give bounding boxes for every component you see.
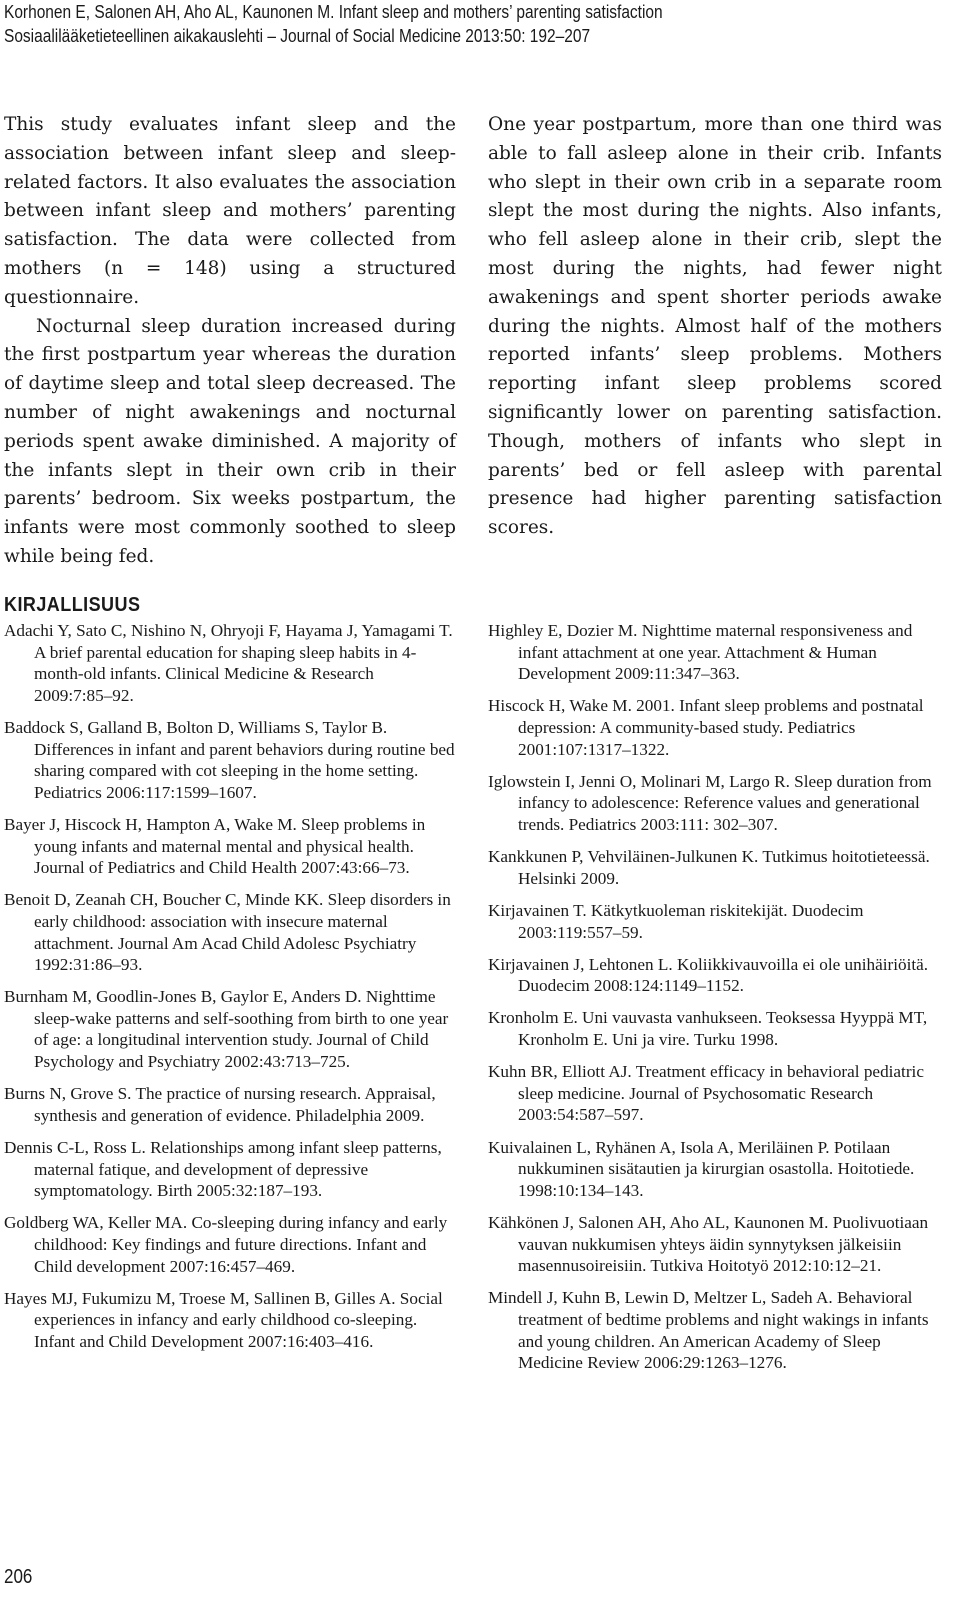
abstract-paragraph: This study evaluates infant sleep and the association between infant sleep and sleep-related factors. It also evaluates the association between infant sleep and mothers’ parenting satisfaction. The data were collected from mothers (n = 148) using a structured questionnaire. (4, 114, 456, 308)
reference-item: Dennis C-L, Ross L. Relationships among infant sleep patterns, maternal fatique, and development of depressive symptomatology. Birth 2005:32:187–193. (4, 1138, 442, 1201)
running-header (4, 0, 812, 48)
reference-item: Baddock S, Galland B, Bolton D, Williams S, Taylor B. Differences in infant and parent behaviors during routine bed sharing compared with cot sleeping in the home setting. Pediatrics 2006:117:1599–1607. (4, 717, 455, 802)
abstract-paragraph: Nocturnal sleep duration increased during the first postpartum year whereas the duration of daytime sleep and total sleep decreased. The number of night awakenings and nocturnal periods spent awake diminished. A majority of the infants slept in their own crib in their parents’ bedroom. Six weeks postpartum, the infants were most commonly soothed to sleep while being fed. (4, 315, 456, 567)
references-right-column (488, 620, 942, 1384)
reference-item: Kuivalainen L, Ryhänen A, Isola A, Meriläinen P. Potilaan nukkuminen sisätautien ja kirurgian osastolla. Hoitotiede. 1998:10:134–143. (488, 1137, 915, 1200)
reference-item: Benoit D, Zeanah CH, Boucher C, Minde KK. Sleep disorders in early childhood: association with insecure maternal attachment. Journal Am Acad Child Adolesc Psychiatry 1992:31:86–93. (4, 890, 451, 975)
reference-item: Burns N, Grove S. The practice of nursing research. Appraisal, synthesis and generation of evidence. Philadelphia 2009. (4, 1084, 436, 1125)
references-left-column (4, 620, 456, 1363)
reference-item: Kuhn BR, Elliott AJ. Treatment efficacy in behavioral pediatric sleep medicine. Journal of Psychosomatic Research 2003:54:587–597. (488, 1062, 924, 1125)
page-number: 206 (4, 1566, 33, 1588)
reference-item: Kirjavainen T. Kätkytkuoleman riskitekijät. Duodecim 2003:119:557–59. (488, 900, 864, 942)
reference-item: Hayes MJ, Fukumizu M, Troese M, Sallinen B, Gilles A. Social experiences in infancy and early childhood co-sleeping. Infant and Child Development 2007:16:403–416. (4, 1288, 443, 1351)
reference-item: Highley E, Dozier M. Nighttime maternal responsiveness and infant attachment at one year. Attachment & Human Development 2009:11:347–363. (488, 621, 913, 684)
running-header-citation: Korhonen E, Salonen AH, Aho AL, Kaunonen M. Infant sleep and mothers’ parenting satisfaction (4, 2, 663, 22)
reference-item: Kronholm E. Uni vauvasta vanhukseen. Teoksessa Hyyppä MT, Kronholm E. Uni ja vire. Turku 1998. (488, 1008, 928, 1050)
reference-item: Goldberg WA, Keller MA. Co-sleeping during infancy and early childhood: Key findings and future directions. Infant and Child development 2007:16:457–469. (4, 1213, 448, 1276)
running-header-journal: Sosiaalilääketieteellinen aikakauslehti – Journal of Social Medicine 2013:50: 192–207 (4, 26, 591, 46)
references-heading: KIRJALLISUUS (4, 594, 141, 616)
reference-item: Kähkönen J, Salonen AH, Aho AL, Kaunonen M. Puolivuotiaan vauvan nukkumisen yhteys äidin synnytyksen jälkeisiin masennusoireisiin. Tutkiva Hoitotyö 2012:10:12–21. (488, 1213, 929, 1276)
reference-item: Hiscock H, Wake M. 2001. Infant sleep problems and postnatal depression: A community-based study. Pediatrics 2001:107:1317–1322. (488, 696, 924, 759)
reference-item: Kirjavainen J, Lehtonen L. Koliikkivauvoilla ei ole unihäiriöitä. Duodecim 2008:124:1149–1152. (488, 954, 929, 996)
reference-item: Iglowstein I, Jenni O, Molinari M, Largo R. Sleep duration from infancy to adolescence: Reference values and generational trends. Pediatrics 2003:111: 302–307. (488, 771, 932, 834)
reference-item: Burnham M, Goodlin-Jones B, Gaylor E, Anders D. Nighttime sleep-wake patterns and self-soothing from birth to one year of age: a longitudinal intervention study. Journal of Child Psychology and Psychiatry 2002:43:713–725. (4, 987, 449, 1072)
reference-item: Mindell J, Kuhn B, Lewin D, Meltzer L, Sadeh A. Behavioral treatment of bedtime problems and night wakings in infants and young children. An American Academy of Sleep Medicine Review 2006:29:1263–1276. (488, 1288, 929, 1373)
reference-item: Kankkunen P, Vehviläinen-Julkunen K. Tutkimus hoitotieteessä. Helsinki 2009. (488, 847, 930, 888)
abstract-left-column (4, 111, 456, 572)
reference-item: Adachi Y, Sato C, Nishino N, Ohryoji F, Hayama J, Yamagami T. A brief parental education for shaping sleep habits in 4-month-old infants. Clinical Medicine & Research 2009:7:85–92. (4, 621, 453, 705)
reference-item: Bayer J, Hiscock H, Hampton A, Wake M. Sleep problems in young infants and maternal mental and physical health. Journal of Pediatrics and Child Health 2007:43:66–73. (4, 814, 426, 878)
abstract-right-column (488, 111, 942, 543)
abstract-paragraph: One year postpartum, more than one third was able to fall asleep alone in their crib. Infants who slept in their own crib in a separate room slept the most during the nights. Also infants, who fell asleep alone in their crib, slept the most during the nights, had fewer night awakenings and spent shorter periods awake during the nights. Almost half of the mothers reported infants’ sleep problems. Mothers reporting infant sleep problems scored significantly lower on parenting satisfaction. Though, mothers of infants who slept in parents’ bed or fell asleep with parental presence had higher parenting satisfaction scores. (488, 114, 942, 539)
